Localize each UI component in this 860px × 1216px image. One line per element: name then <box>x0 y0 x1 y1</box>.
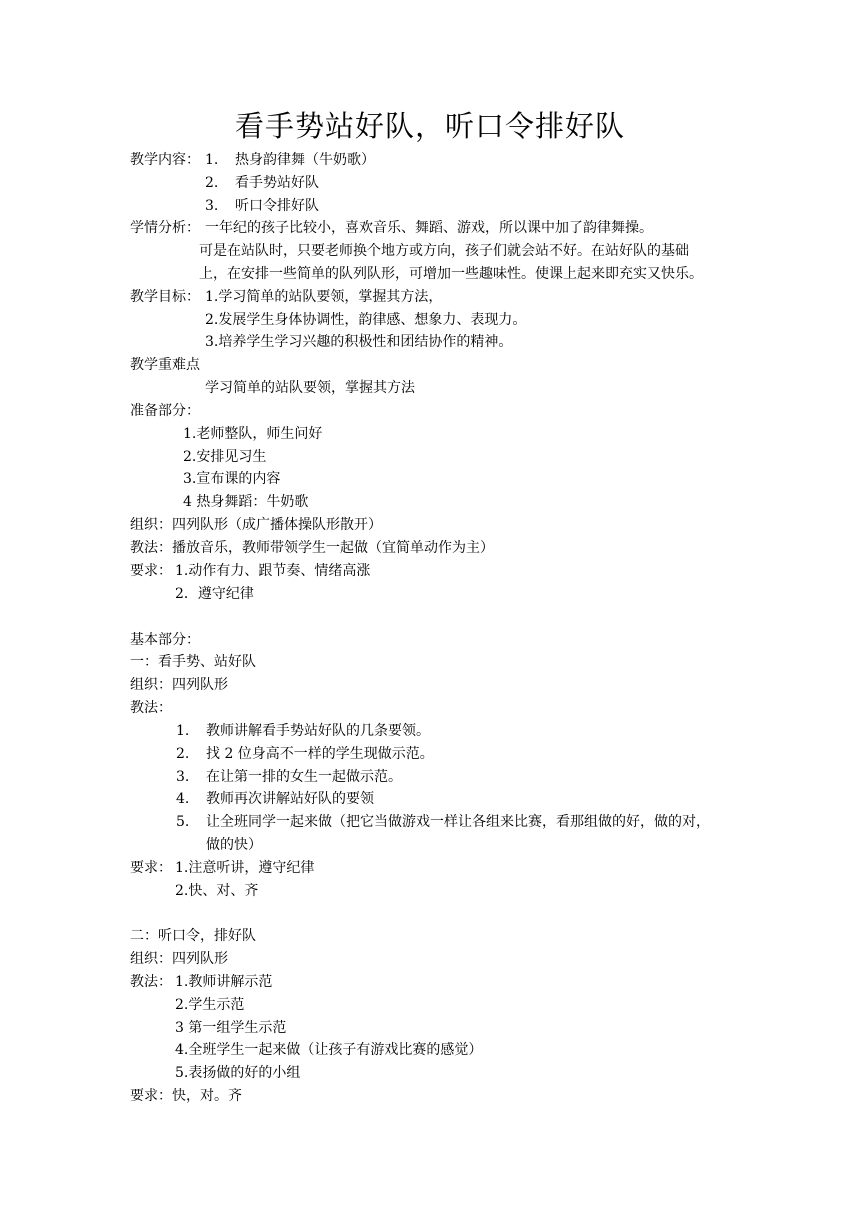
item-number: 4. <box>176 791 190 807</box>
item-number: 3. <box>176 769 190 785</box>
item-number: 5. <box>176 814 190 830</box>
method-step: 2.学生示范 <box>175 997 245 1013</box>
item-text: 看手势站好队 <box>235 175 319 191</box>
list-item <box>176 812 710 832</box>
item-number: 2. <box>205 175 219 191</box>
analysis-line: 可是在站队时，只要老师换个地方或方向，孩子们就会站不好。在站好队的基础 <box>199 243 689 259</box>
method-step: 1.教师讲解示范 <box>175 974 273 990</box>
item-text: 找 2 位身高不一样的学生现做示范。 <box>206 746 434 762</box>
prep-line: 2.安排见习生 <box>183 449 267 465</box>
goals-label: 教学目标： <box>130 289 200 305</box>
item-number: 3. <box>205 198 219 214</box>
prep-req-label: 要求： <box>130 563 172 579</box>
goal-line: 2.发展学生身体协调性，韵律感、想象力、表现力。 <box>205 312 527 328</box>
section-heading: 二：听口令，排好队 <box>130 928 256 944</box>
prep-line: 3.宣布课的内容 <box>183 471 281 487</box>
list-item <box>176 744 434 764</box>
item-text: 在让第一排的女生一起做示范。 <box>206 769 402 785</box>
goal-line: 3.培养学生学习兴趣的积极性和团结协作的精神。 <box>205 334 513 350</box>
section-req-label: 要求： <box>130 860 172 876</box>
list-item-continuation: 做的快） <box>206 837 262 853</box>
method-step: 5.表扬做的好的小组 <box>175 1065 301 1081</box>
list-item <box>205 173 319 193</box>
list-item <box>176 721 430 741</box>
prep-label: 准备部分： <box>130 403 200 419</box>
item-number: 1. <box>205 152 219 168</box>
prep-line: 1.老师整队，师生问好 <box>183 426 323 442</box>
section-heading: 一：看手势、站好队 <box>130 654 256 670</box>
section-method-label: 教法： <box>130 700 172 716</box>
section-req-line: 1.注意听讲，遵守纪律 <box>175 860 315 876</box>
item-text: 教师讲解看手势站好队的几条要领。 <box>206 723 430 739</box>
section-method-label: 教法： <box>130 974 172 990</box>
content-label: 教学内容： <box>130 152 200 168</box>
list-item <box>205 196 319 216</box>
prep-line: 4 热身舞蹈：牛奶歌 <box>183 494 309 510</box>
prep-organization: 组织：四列队形（成广播体操队形散开） <box>130 517 382 533</box>
list-item <box>176 767 402 787</box>
page-title: 看手势站好队，听口令排好队 <box>234 109 625 143</box>
item-number: 2. <box>176 746 190 762</box>
method-step: 3 第一组学生示范 <box>175 1020 287 1036</box>
item-text: 教师再次讲解站好队的要领 <box>206 791 374 807</box>
basic-label: 基本部分： <box>130 632 200 648</box>
analysis-label: 学情分析： <box>130 220 200 236</box>
section-requirement: 要求：快，对。齐 <box>130 1088 242 1104</box>
item-text: 听口令排好队 <box>235 198 319 214</box>
key-label: 教学重难点 <box>130 357 200 373</box>
prep-req-line: 1.动作有力、跟节奏、情绪高涨 <box>175 563 371 579</box>
goal-line: 1.学习简单的站队要领，掌握其方法， <box>205 289 443 305</box>
method-step: 4.全班学生一起来做（让孩子有游戏比赛的感觉） <box>175 1042 483 1058</box>
prep-method: 教法：播放音乐，教师带领学生一起做（宜简单动作为主） <box>130 540 494 556</box>
analysis-line: 上，在安排一些简单的队列队形，可增加一些趣味性。使课上起来即充实又快乐。 <box>199 266 703 282</box>
prep-req-line: 2．遵守纪律 <box>175 586 254 602</box>
item-text: 让全班同学一起来做（把它当做游戏一样让各组来比赛，看那组做的好，做的对， <box>206 814 710 830</box>
item-text: 热身韵律舞（牛奶歌） <box>235 152 375 168</box>
analysis-line: 一年纪的孩子比较小，喜欢音乐、舞蹈、游戏，所以课中加了韵律舞操。 <box>205 220 653 236</box>
section-req-line: 2.快、对、齐 <box>175 883 259 899</box>
section-organization: 组织：四列队形 <box>130 951 228 967</box>
item-number: 1. <box>176 723 190 739</box>
section-organization: 组织：四列队形 <box>130 677 228 693</box>
list-item <box>176 789 374 809</box>
key-line: 学习简单的站队要领，掌握其方法 <box>205 380 415 396</box>
list-item <box>205 150 375 170</box>
